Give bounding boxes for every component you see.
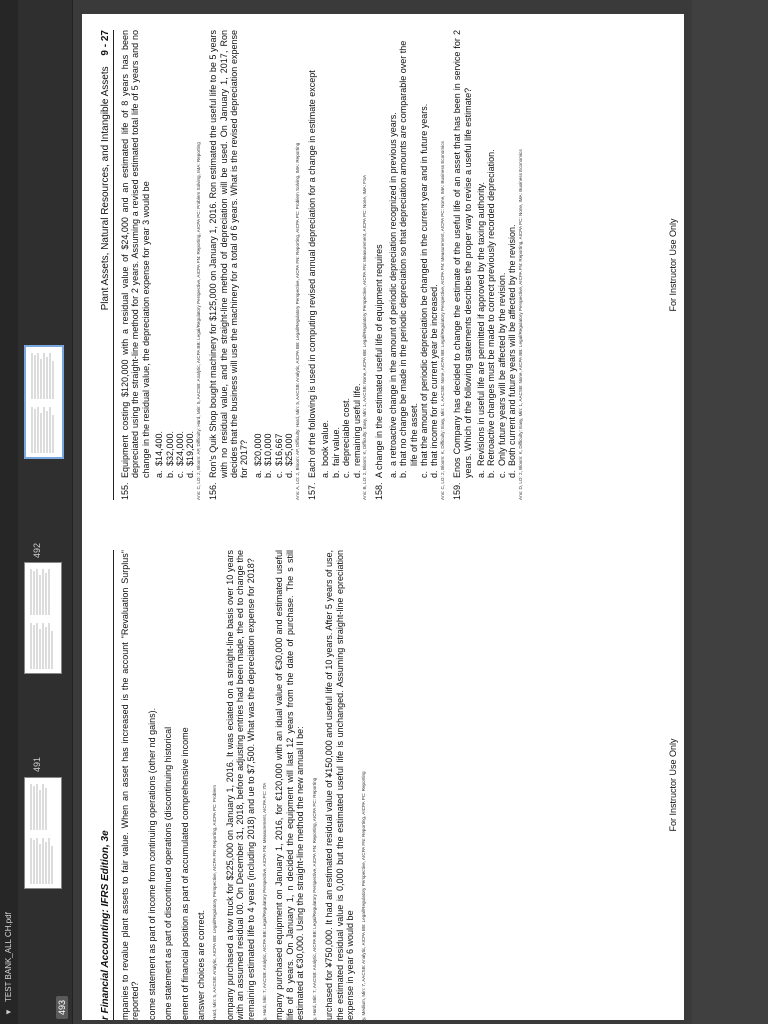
- answer-option: [497, 30, 507, 478]
- option-text: that the amount of periodic depreciation be changed in the current year and in future years.: [418, 103, 429, 466]
- option-text: a retroactive change in the amount of periodic depreciation recognized in previous years.: [387, 112, 398, 466]
- option-text: depreciable cost.: [341, 397, 352, 466]
- answer-option: [284, 30, 294, 478]
- question-text: ement of financial position as part of accumulated comprehensive income: [179, 727, 190, 1020]
- question-text: come statement as part of income from continuing operations (other nd gains).: [146, 707, 157, 1020]
- option-letter: b.: [263, 470, 274, 478]
- answer-options: [154, 30, 196, 500]
- answer-option: [476, 30, 486, 478]
- option-text: $25,000: [284, 433, 295, 466]
- answer-options: [253, 30, 295, 500]
- option-letter: b.: [398, 470, 409, 478]
- left-page-header: r Financial Accounting: IFRS Edition, 3e: [96, 550, 114, 1020]
- answer-options: [320, 30, 362, 500]
- option-text: $16,667: [273, 433, 284, 466]
- option-text: $19,200.: [185, 430, 196, 466]
- answer-option: [253, 30, 263, 478]
- option-text: Retroactive changes must be made to correct previously recorded depreciation.: [486, 149, 497, 466]
- answer-option: [185, 30, 195, 478]
- question-metadata: Ans: C, LO: 2, Bloom: K, Difficulty: Easy, Min: 1, AACSB: None, AICPA BB: Legal/Regulatory Perspective, AICPA FN: Measurement, AICPA PC: None, IMA: Business Economics: [439, 141, 445, 500]
- option-text: Only future years will be affected by the revision.: [496, 272, 507, 466]
- option-letter: c.: [273, 470, 284, 478]
- option-letter: d.: [507, 470, 518, 478]
- question-number: 156.: [208, 482, 219, 500]
- answer-option: [419, 30, 429, 478]
- answer-option: [154, 30, 164, 478]
- answer-options: [476, 30, 518, 500]
- viewer-background: [692, 0, 768, 1024]
- option-text: fair value.: [330, 426, 341, 466]
- answer-option: [175, 30, 185, 478]
- thumbnail-page[interactable]: [24, 562, 62, 674]
- current-page-badge: 493: [56, 996, 68, 1019]
- question-text: urchased for ¥750,000. It had an estimated residual value of ¥150,000 and useful life of 10 years. After 5 years of use, the estimated residual value is 0,000 but the estimated useful life is unchanged. Assuming straight-line epreciation expense in year 6 would be: [324, 550, 355, 1020]
- option-text: $14,400.: [154, 430, 165, 466]
- option-letter: a.: [476, 470, 486, 478]
- answer-option: [388, 30, 398, 478]
- question-item: [452, 30, 473, 500]
- answer-option: [263, 30, 273, 478]
- answer-option: [507, 30, 517, 478]
- option-letter: c.: [175, 470, 186, 478]
- thumbnail-text-lines: [29, 621, 57, 669]
- option-letter: a.: [252, 470, 263, 478]
- option-letter: d.: [185, 470, 196, 478]
- thumbnail-text-lines: [29, 782, 57, 830]
- answer-option: [341, 30, 351, 478]
- option-letter: c.: [496, 470, 507, 478]
- option-letter: a.: [320, 470, 331, 478]
- option-letter: a.: [387, 470, 398, 478]
- answer-option: [331, 30, 341, 478]
- question-metadata: y, Hard, Min: 7, AACSB: Analytic, AICPA BB: Legal/Regulatory Perspective, AICPA FN: Measurement, AICPA PC: ITA: [262, 782, 268, 1020]
- thumbnail-page-number: 492: [32, 542, 42, 558]
- question-metadata: Hard, Min: 5, AACSB: Analytic, AICPA BB: Legal/Regulatory Perspective, AICPA FN: Reporting, AICPA PC: Problem: [212, 785, 218, 1020]
- question-item: [307, 30, 317, 500]
- page-number: 9 - 27: [100, 30, 111, 56]
- question-number: 159.: [452, 482, 463, 500]
- thumbnail-text-lines: [29, 567, 57, 615]
- option-letter: d.: [351, 470, 362, 478]
- right-page-footer: For Instructor Use Only: [668, 218, 678, 312]
- answer-option: [486, 30, 496, 478]
- right-page-header: [96, 30, 114, 500]
- thumbnail-text-lines: [29, 836, 57, 884]
- option-letter: b.: [486, 470, 497, 478]
- option-text: that no change be made in the periodic depreciation so that depreciation amounts are comparable over the life of the asset.: [398, 40, 419, 466]
- chevron-down-icon[interactable]: ▼: [4, 1008, 13, 1016]
- question-text: ome statement as part of discontinued operations (discontinuing historical: [163, 726, 174, 1020]
- question-metadata: Ans: C, LO: 2, Bloom: AP, Difficulty: Hard, Min: 5, AACSB: Analytic, AICPA BB: Legal/Regulatory Perspective, AICPA FN: Reporting, AICPA PC: Problem Solving, IMA: Reporting: [195, 142, 201, 500]
- right-page-column: [96, 30, 656, 500]
- answer-option: [165, 30, 175, 478]
- option-letter: c.: [418, 470, 429, 478]
- question-text: Each of the following is used in computing revised annual depreciation for a change in estimate except: [306, 70, 317, 478]
- option-text: Revisions in useful life are permitted if approved by the taxing authority.: [476, 182, 486, 466]
- thumbnail-sidebar: [0, 0, 73, 1024]
- answer-options: [388, 30, 440, 500]
- answer-option: [429, 30, 439, 478]
- question-text: answer choices are correct.: [196, 909, 207, 1020]
- option-letter: d.: [429, 470, 440, 478]
- question-text: Equipment costing $120,000 with a residual value of $24,000 and an estimated life of 8 years has been depreciated using the straight-line method for 2 years. Assuming a revised estimated total life of 5 years and no change in the residual value, the depreciation expense for year 3 would be: [120, 30, 151, 478]
- option-text: $32,000.: [164, 430, 175, 466]
- question-item: [120, 30, 151, 500]
- thumbnail-text-lines: [30, 405, 58, 453]
- answer-option: [352, 30, 362, 478]
- question-text: mpany purchased equipment on January 1, 2016, for €120,000 with an idual value of €30,000 and estimated useful life of 8 years. On January 1, n decided the equipment will last 12 years from the date of purchase. The s still estimated at €30,000. Using the straight-line method the new annual ll be:: [274, 550, 306, 1020]
- question-item: [208, 30, 250, 500]
- answer-option: [398, 30, 419, 478]
- option-text: Both current and future years will be affected by the revision.: [507, 224, 518, 466]
- option-text: remaining useful life.: [351, 383, 362, 466]
- document-page: [82, 14, 684, 1020]
- option-letter: b.: [164, 470, 175, 478]
- option-letter: d.: [284, 470, 295, 478]
- question-metadata: Ans: B, LO: 2, Bloom: K, Difficulty: Easy, Min: 1, AACSB: None, AICPA BB: Legal/Regulatory Perspective, AICPA FN: Measurement, AICPA PC: None, IMA: FSA: [361, 174, 367, 500]
- option-text: $20,000: [252, 433, 263, 466]
- answer-option: [274, 30, 284, 478]
- thumbnail-page-number: 491: [32, 756, 42, 772]
- question-text: A change in the estimated useful life of equipment requires: [374, 244, 385, 478]
- option-letter: a.: [154, 470, 165, 478]
- question-metadata: y, Hard, Min: 7, AACSB: Analytic, AICPA BB: Legal/Regulatory Perspective, AICPA FN: Reporting, AICPA PC: Reporting: [311, 777, 317, 1020]
- left-page-footer: For Instructor Use Only: [668, 738, 678, 832]
- sidebar-header[interactable]: [0, 0, 18, 1024]
- question-text: mpanies to revalue plant assets to fair value. When an asset has increased is the account "Revaluation Surplus" reported?: [120, 550, 141, 1020]
- question-number: 157.: [306, 482, 317, 500]
- chapter-title: Plant Assets, Natural Resources, and Intangible Assets: [100, 66, 111, 311]
- file-name: TEST BANK_ALL CH.pdf: [4, 912, 13, 1002]
- question-number: 155.: [120, 482, 130, 500]
- question-metadata: Ans: D, LO: 2, Bloom: K, Difficulty: Easy, Min: 1, AACSB: None, AICPA BB: Legal/Regulatory Perspective, AICPA FN: Reporting, AICPA PC: None, IMA: Business Economics: [517, 149, 523, 500]
- option-letter: c.: [341, 470, 352, 478]
- option-text: book value.: [320, 419, 331, 466]
- question-item: [374, 30, 384, 500]
- option-text: that income for the current year be increased.: [429, 284, 440, 466]
- thumbnail-text-lines: [30, 351, 58, 399]
- question-text: ompany purchased a tow truck for $225,000 on January 1, 2016. It was eciated on a straight-line basis over 10 years with an assumed residual 00. On December 31, 2018, before adjusting entries had been made, the ed to change the remaining estimated life to 4 years (including 2018) and ue to $7,500. What was the depreciation expense for 2018?: [224, 550, 256, 1020]
- question-metadata: Ans: A, LO: 2, Bloom: AP, Difficulty: Hard, Min: 5, AACSB: Analytic, AICPA BB: Legal/Regulatory Perspective, AICPA FN: Reporting, AICPA PC: Problem Solving, IMA: Reporting: [294, 142, 300, 500]
- thumbnail-page-active[interactable]: [24, 345, 64, 459]
- question-number: 158.: [374, 482, 385, 500]
- option-text: $10,000: [263, 433, 274, 466]
- option-letter: b.: [330, 470, 341, 478]
- question-metadata: y, Medium, Min: 7, AACSB: Analytic, AICPA BB: Legal/Regulatory Perspective, AICPA FN: Reporting, AICPA PC: Reporting: [361, 771, 367, 1020]
- option-text: $24,000.: [175, 430, 186, 466]
- left-page-column: [96, 550, 656, 1020]
- question-text: Ron's Quik Shop bought machinery for $125,000 on January 1, 2016. Ron estimated the useful life to be 5 years with no residual value, and the straight-line method of depreciation will be used. On January 1, 2017, Ron decides that the business will use the machinery for a total of 6 years. What is the revised depreciation expense for 2017?: [208, 30, 250, 478]
- answer-option: [320, 30, 330, 478]
- question-text: Enos Company has decided to change the estimate of the useful life of an asset that has been in service for 2 years. Which of the following statements describes the proper way to revise a useful life estimate?: [452, 30, 473, 478]
- thumbnail-page[interactable]: [24, 777, 62, 889]
